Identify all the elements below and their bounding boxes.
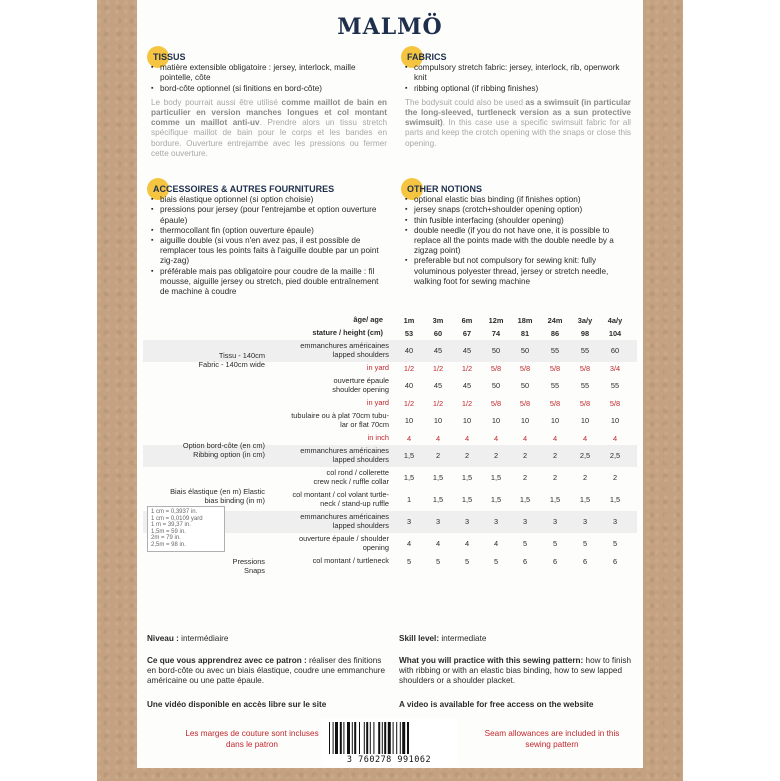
en-fabric-item: ▪ compulsory stretch fabric: jersey, interlock, rib, openwork knit [405,63,631,83]
fr-notion-item: ▪ pressions pour jersey (pour l'entrejambe et option ouverture épaule) [151,205,387,225]
value-cell: 1,5 [432,495,444,504]
barcode-bar [384,722,386,754]
barcode-bar [402,722,405,754]
row-label: emmanchures américaines lapped shoulders [300,446,389,464]
fr-notion-item: ▪ thermocollant fin (option ouverture épaule) [151,226,387,236]
barcode [321,718,457,766]
value-cell: 10 [491,416,501,425]
value-cell: 10 [610,416,620,425]
value-cell: 3 [612,517,618,526]
value-cell: 2 [552,451,558,460]
table-header-age-row [143,314,637,327]
table-row [143,375,637,397]
value-cell: 5/8 [609,399,621,408]
row-label: col montant / col volant turtle- neck / stand-up ruffle [292,490,389,508]
stature-cell: 81 [520,329,530,338]
row-label: emmanchures américaines lapped shoulders [300,341,389,359]
value-cell: 10 [580,416,590,425]
value-cell: 6 [612,557,618,566]
value-cell: 4 [522,434,528,443]
en-seam-allowance-note: Seam allowances are included in this sewing pattern [484,729,620,749]
value-cell: 1/2 [432,399,444,408]
value-cell: 5/8 [549,399,561,408]
en-fabrics-heading: FABRICS [407,52,447,62]
value-cell: 2 [435,451,441,460]
value-cell: 1,5 [519,495,531,504]
value-cell: 1,5 [490,473,502,482]
barcode-bar [364,722,365,754]
age-cell: 12m [488,316,504,325]
fr-seam-allowance-note: Les marges de couture sont incluses dans le patron [185,729,319,749]
barcode-bar [370,722,371,754]
value-cell: 1/2 [461,399,473,408]
value-cell: 40 [404,381,414,390]
row-label: col montant / turtleneck [312,556,389,565]
stature-cell: 53 [404,329,414,338]
fr-fabric-item: ▪ matière extensible obligatoire : jersey, interlock, maille pointelle, côte [151,63,387,83]
value-cell: 1/2 [403,364,415,373]
en-fabrics-section [405,52,631,149]
barcode-bar [396,722,397,754]
row-label: in yard [366,398,389,407]
value-cell: 5/8 [519,399,531,408]
value-cell: 2 [612,473,618,482]
age-cell: 4a/y [607,316,623,325]
barcode-bar [373,722,374,754]
fabric-group-label: Tissu - 140cm Fabric - 140cm wide [198,351,265,369]
value-cell: 6 [552,557,558,566]
age-cell: 24m [547,316,563,325]
value-cell: 55 [550,381,560,390]
stature-cell: 60 [433,329,443,338]
value-cell: 2 [464,451,470,460]
stature-cell: 104 [608,329,622,338]
snaps-group-label: Pressions Snaps [232,557,265,575]
conversion-line: 1 cm = 0,0109 yard [151,515,203,522]
pattern-title: MALMÖ [337,14,443,40]
table-row [143,397,637,410]
value-cell: 45 [433,346,443,355]
en-notion-item: ▪ preferable but not compulsory for sewing knit: fully voluminous polyester thread, jersey or stretch needle, walking foot for sewing machine [405,256,631,287]
value-cell: 1,5 [609,495,621,504]
value-cell: 4 [464,434,470,443]
fr-level: Niveau : intermédiaire [147,634,229,643]
age-cell: 3m [432,316,444,325]
fr-notions-heading: ACCESSOIRES & AUTRES FOURNITURES [153,184,335,194]
barcode-bar [333,722,334,754]
stature-cell: 98 [580,329,590,338]
fr-fabrics-heading: TISSUS [153,52,186,62]
value-cell: 1,5 [490,495,502,504]
en-learn: What you will practice with this sewing pattern: how to finish with ribbing or with an elastic bias binding, how to sew lapped shoulders or a shoulder placket. [399,656,632,686]
en-notion-item: ▪ thin fusible interfacing (shoulder opening) [405,216,631,226]
table-header-stature-row [143,327,637,340]
value-cell: 4 [406,539,412,548]
value-cell: 5/8 [490,364,502,373]
conversion-line: 2,5m = 98 in. [151,541,186,548]
value-cell: 50 [491,381,501,390]
value-cell: 45 [462,346,472,355]
value-cell: 5 [612,539,618,548]
en-fabric-item: ▪ ribbing optional (if ribbing finishes) [405,84,631,94]
value-cell: 2 [493,451,499,460]
value-cell: 10 [404,416,414,425]
value-cell: 5/8 [579,399,591,408]
value-cell: 1,5 [403,451,415,460]
value-cell: 10 [520,416,530,425]
value-cell: 1 [406,495,412,504]
table-row [143,410,637,432]
value-cell: 6 [522,557,528,566]
value-cell: 50 [520,346,530,355]
age-cell: 18m [517,316,533,325]
value-cell: 1,5 [461,495,473,504]
age-cell: 1m [403,316,415,325]
barcode-bar [359,722,360,754]
value-cell: 45 [462,381,472,390]
barcode-number: 3 760278 991062 [346,755,432,765]
fr-fabrics-section [151,52,387,159]
value-cell: 1,5 [403,473,415,482]
barcode-bar [354,722,356,754]
value-cell: 4 [582,434,588,443]
barcode-bar [400,722,401,754]
fr-swimsuit-note: Le body pourrait aussi être utilisé comme maillot de bain en particulier en version manches longues et col montant comme un maillot anti-uv. Prendre alors un tissu stretch spécifique maillot de bain pour le corps et les bandes en bordure. Ouverture entrejambe avec les pressions ou fermer cette ouverture. [151,97,387,158]
en-notion-item: ▪ optional elastic bias binding (if finishes option) [405,195,631,205]
value-cell: 5/8 [519,364,531,373]
fr-learn: Ce que vous apprendrez avec ce patron : réaliser des finitions en bord-côte ou avec un biais élastique, coudre une emmanchure américaine ou une patte épaule. [147,656,386,686]
barcode-bar [393,722,394,754]
barcode-bar [382,722,383,754]
value-cell: 5 [582,539,588,548]
value-cell: 3 [493,517,499,526]
age-label: âge/ age [353,315,383,324]
value-cell: 1,5 [579,495,591,504]
barcode-bar [343,722,344,754]
value-cell: 6 [582,557,588,566]
value-cell: 55 [550,346,560,355]
value-cell: 60 [610,346,620,355]
value-cell: 10 [550,416,560,425]
stature-label: stature / height (cm) [312,328,383,337]
value-cell: 3 [552,517,558,526]
value-cell: 3 [522,517,528,526]
value-cell: 50 [491,346,501,355]
value-cell: 5/8 [490,399,502,408]
value-cell: 45 [433,381,443,390]
value-cell: 5 [435,557,441,566]
value-cell: 3 [464,517,470,526]
value-cell: 5 [406,557,412,566]
barcode-bar [335,722,338,754]
fr-notion-item: ▪ biais élastique optionnel (si option choisie) [151,195,387,205]
value-cell: 50 [520,381,530,390]
value-cell: 10 [433,416,443,425]
value-cell: 2 [522,451,528,460]
value-cell: 4 [493,434,499,443]
table-row [143,467,637,489]
value-cell: 10 [462,416,472,425]
value-cell: 3 [406,517,412,526]
row-label: ouverture épaule / shoulder opening [299,534,389,552]
value-cell: 1,5 [549,495,561,504]
value-cell: 2,5 [579,451,591,460]
value-cell: 3 [582,517,588,526]
barcode-bar [378,722,380,754]
value-cell: 1,5 [461,473,473,482]
value-cell: 4 [552,434,558,443]
en-notion-item: ▪ jersey snaps (crotch+shoulder opening option) [405,205,631,215]
value-cell: 4 [493,539,499,548]
stature-cell: 74 [491,329,501,338]
value-cell: 5 [552,539,558,548]
value-cell: 5 [522,539,528,548]
stature-cell: 67 [462,329,472,338]
value-cell: 5/8 [579,364,591,373]
ribbing-group-label: Option bord-côte (en cm) Ribbing option (in cm) [182,441,265,459]
conversion-line: 1 m = 39,37 in. [151,522,191,529]
value-cell: 5 [464,557,470,566]
value-cell: 3 [435,517,441,526]
value-cell: 4 [435,434,441,443]
en-notion-item: ▪ double needle (if you do not have one, it is possible to replace all the points made with the double needle by a zigzag point) [405,226,631,257]
fr-notion-item: ▪ aiguille double (si vous n'en avez pas, il est possible de remplacer tous les points faits à l'aiguille double par un point zig-zag) [151,236,387,267]
value-cell: 4 [406,434,412,443]
value-cell: 1/2 [403,399,415,408]
conversion-line: 1,5m = 59 in. [151,528,186,535]
barcode-bar [407,722,409,754]
instruction-sheet [137,0,643,768]
value-cell: 55 [610,381,620,390]
value-cell: 3/4 [609,364,621,373]
row-label: emmanchures américaines lapped shoulders [300,512,389,530]
barcode-bars [327,722,451,754]
value-cell: 1/2 [432,364,444,373]
yardage-table [143,314,637,577]
value-cell: 55 [580,381,590,390]
row-label: tubulaire ou à plat 70cm tubu- lar or flat 70cm [291,411,389,429]
en-notions-heading: OTHER NOTIONS [407,184,483,194]
fr-notion-item: ▪ préférable mais pas obligatoire pour coudre de la maille : fil mousse, aiguille jersey ou stretch, pied double entraînement de machine à coudre [151,267,387,298]
conversion-line: 1 cm = 0,3937 in. [151,509,198,515]
en-notions-section [405,184,631,287]
value-cell: 2 [522,473,528,482]
barcode-bar [329,722,330,754]
fr-notions-section [151,184,387,297]
row-label: in yard [366,363,389,372]
fr-fabric-item: ▪ bord-côte optionnel (si finitions en bord-côte) [151,84,387,94]
bias-group-label: Biais élastique (en m) Elastic bias binding (in m) [170,487,265,505]
value-cell: 1,5 [432,473,444,482]
fr-video-note: Une vidéo disponible en accès libre sur le site [147,700,327,709]
barcode-bar [347,722,350,754]
value-cell: 4 [612,434,618,443]
barcode-bar [340,722,342,754]
age-cell: 6m [461,316,473,325]
value-cell: 55 [580,346,590,355]
value-cell: 4 [464,539,470,548]
en-level: Skill level: intermediate [399,634,487,643]
value-cell: 5 [493,557,499,566]
row-label: in inch [367,433,389,442]
conversion-line: 2m = 79 in. [151,535,181,542]
value-cell: 2 [552,473,558,482]
stature-cell: 86 [550,329,560,338]
en-video-note: A video is available for free access on the website [399,700,594,709]
barcode-bar [352,722,353,754]
row-label: ouverture épaule shoulder opening [332,376,389,394]
unit-conversion-box [147,506,225,552]
value-cell: 2,5 [609,451,621,460]
value-cell: 4 [435,539,441,548]
barcode-bar [388,722,391,754]
barcode-bar [366,722,368,754]
value-cell: 40 [404,346,414,355]
en-swimsuit-note: The bodysuit could also be used as a swimsuit (in particular the long-sleeved, turtleneck version as a sun protective swimsuit). In this case use a specific swimsuit fabric for all parts and keep the crotch opening with the snaps or close this opening. [405,97,631,148]
age-cell: 3a/y [577,316,593,325]
value-cell: 1/2 [461,364,473,373]
value-cell: 2 [582,473,588,482]
value-cell: 5/8 [549,364,561,373]
row-label: col rond / collerette crew neck / ruffle collar [313,468,389,486]
